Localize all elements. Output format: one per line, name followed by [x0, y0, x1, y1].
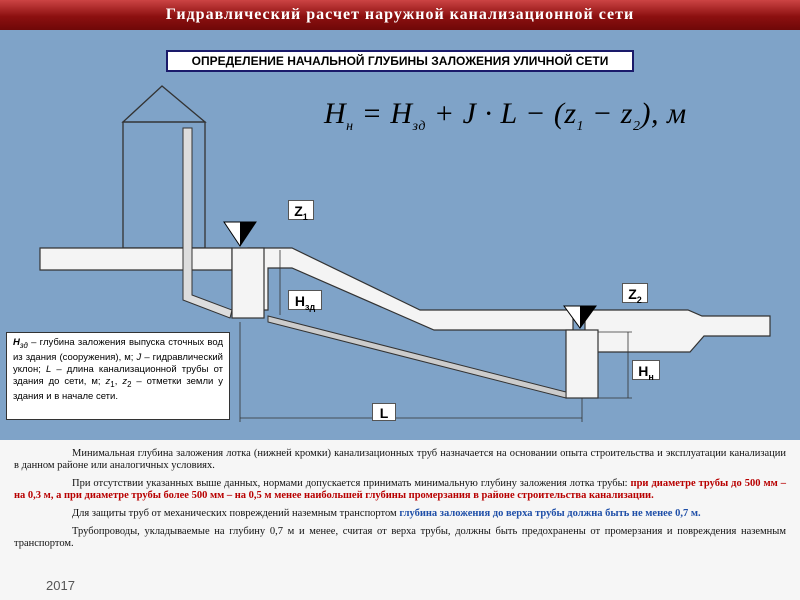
hn-letter: H — [638, 363, 649, 379]
section-subtitle: ОПРЕДЕЛЕНИЕ НАЧАЛЬНОЙ ГЛУБИНЫ ЗАЛОЖЕНИЯ УЛИЧНОЙ СЕТИ — [166, 50, 634, 72]
formula-z1-sub: 1 — [576, 119, 585, 134]
formula-minus: − z — [584, 97, 633, 130]
z2-letter: Z — [628, 286, 637, 302]
z1-sub: 1 — [302, 211, 308, 222]
hzd-letter: H — [294, 293, 305, 309]
formula-z2-sub: 2 — [632, 119, 641, 134]
paragraph-3-highlight: глубина заложения до верха трубы должна быть не менее 0,7 м. — [399, 508, 701, 519]
legend-part3: – длина канализационной трубы от здания до сети, м; — [13, 363, 223, 387]
legend-h-letter: Н — [13, 337, 20, 348]
legend-part2: – гидравлический уклон; — [13, 351, 223, 375]
formula-tail: ), м — [640, 97, 687, 130]
formula-eq: = H — [353, 97, 413, 130]
house-roof — [123, 86, 205, 122]
legend-l: L — [45, 363, 52, 375]
hn-sub: н — [648, 371, 654, 382]
legend-z1-sub: 1 — [110, 379, 115, 389]
paragraph-2 — [14, 478, 786, 502]
formula-lhs: H — [324, 97, 347, 130]
paragraph-3-a: Для защиты труб от механических повреждений наземным транспортом — [72, 508, 400, 519]
legend-part1: – глубина заложения выпуска сточных вод из здания (сооружения), м; — [13, 337, 223, 363]
formula-lhs-sub: н — [346, 119, 354, 134]
paragraph-1: Минимальная глубина заложения лотка (нижней кромки) канализационных труб назначается на основании опыта строительства и эксплуатации канализации в данном районе или аналогичных условиях. — [14, 448, 786, 471]
paragraph-3 — [14, 508, 786, 520]
building-manhole — [232, 248, 264, 318]
legend-z1: z — [105, 375, 111, 387]
body-text — [0, 440, 800, 600]
paragraph-2-highlight: при диаметре трубы до 500 мм – на 0,3 м, а при диаметре трубы более 500 мм – на 0,5 м менее наибольшей глубины промерзания в районе строительства канализации. — [14, 478, 786, 501]
legend-comma: , — [114, 375, 123, 387]
z1-label — [288, 200, 314, 220]
z2-label — [622, 283, 648, 303]
paragraph-2-a: При отсутствии указанных выше данных, нормами допускается принимать минимальную глубину заложения лотка трубы: — [72, 478, 631, 489]
year-label: 2017 — [46, 578, 75, 593]
legend-j: J — [136, 351, 142, 363]
legend-box — [6, 332, 230, 420]
legend-z2: z — [122, 375, 128, 387]
house-wall — [123, 122, 205, 248]
z1-letter: Z — [294, 203, 303, 219]
hzd-label — [288, 290, 322, 310]
legend-h-sub: зд — [19, 340, 28, 350]
legend-part4: – отметки земли у здания и в начале сети. — [13, 375, 224, 402]
l-label: L — [372, 403, 396, 421]
formula-term1-sub: зд — [412, 119, 426, 134]
hn-label — [632, 360, 660, 380]
paragraph-4: Трубопроводы, укладываемые на глубину 0,7 м и менее, считая от верха трубы, должны быть предохранены от промерзания и повреждения наземным транспортом. — [14, 526, 786, 549]
legend-z2-sub: 2 — [127, 379, 132, 389]
z2-sub: 2 — [636, 294, 642, 305]
formula-rest: + J · L − (z — [425, 97, 577, 130]
page-title: Гидравлический расчет наружной канализационной сети — [0, 0, 800, 30]
hzd-sub: зд — [304, 301, 316, 312]
street-manhole — [566, 330, 598, 398]
